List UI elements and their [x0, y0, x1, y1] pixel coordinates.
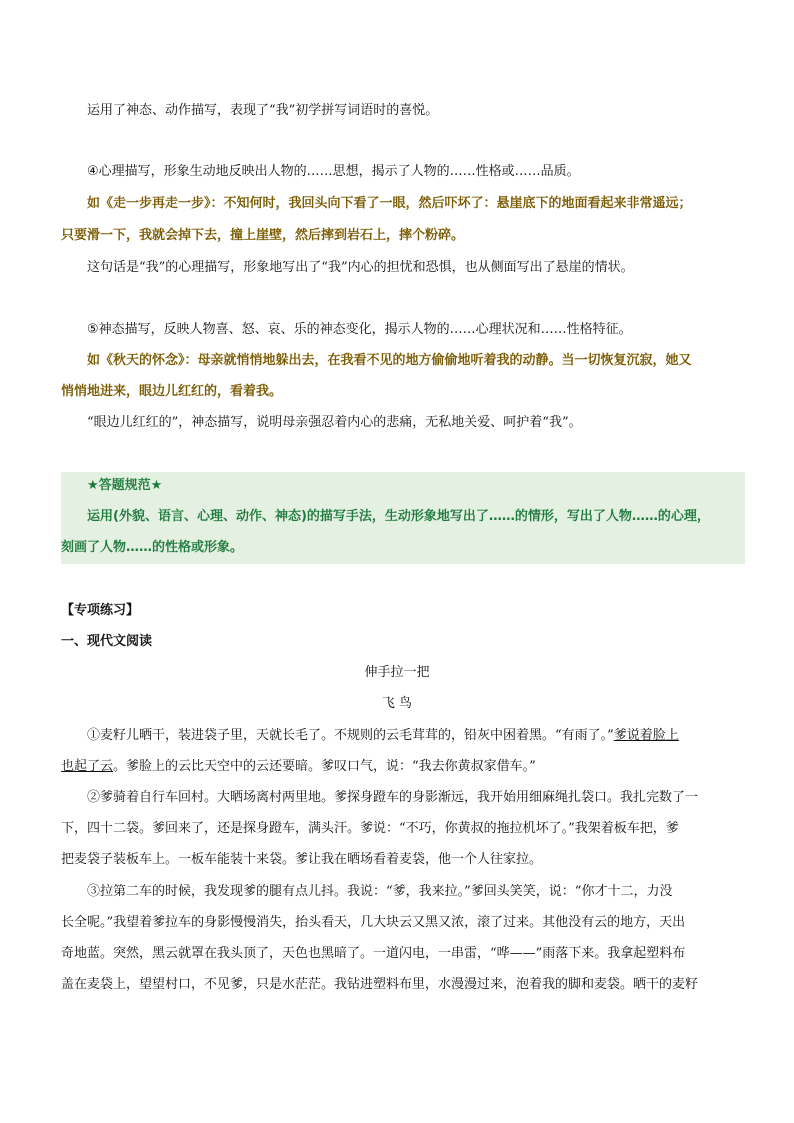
- paragraph-2-line-3: 把麦袋子装板车上。一板车能装十来袋。爹让我在晒场看着麦袋，他一个人往家拉。: [61, 852, 543, 867]
- practice-subheading: 一、现代文阅读: [61, 634, 153, 649]
- story-author: 飞 鸟: [381, 696, 413, 711]
- section-5-example-line-2: 悄悄地进来，眼边儿红红的，看着我。: [61, 384, 283, 399]
- answer-box-title: ★答题规范★: [87, 478, 163, 493]
- paragraph-1-text: ①麦籽儿晒干，装进袋子里，天就长毛了。不规则的云毛茸茸的，铅灰中困着黑。“有雨了。”: [87, 728, 614, 743]
- underlined-text: 爹说着脸上: [613, 728, 679, 743]
- section-4-explanation: 这句话是“我”的心理描写，形象地写出了“我”内心的担忧和恐惧，也从侧面写出了悬崖的情状。: [87, 260, 634, 275]
- answer-box-line-1: 运用(外貌、语言、心理、动作、神态)的描写手法，生动形象地写出了……的情形，写出了人物……的心理，: [87, 509, 710, 524]
- paragraph-3-line-4: 盖在麦袋上，望望村口，不见爹，只是水茫茫。我钻进塑料布里，水漫漫过来，泡着我的脚和麦袋。晒干的麦籽: [61, 977, 699, 992]
- answer-box-line-2: 刻画了人物……的性格或形象。: [61, 540, 244, 555]
- paragraph-2-line-2: 下，四十二袋。爹回来了，还是探身蹬车，满头汗。爹说：“不巧，你黄叔的拖拉机坏了。”我架着板车把，爹: [61, 821, 679, 836]
- practice-heading: 【专项练习】: [61, 603, 140, 618]
- paragraph-1-text: 。爹脸上的云比天空中的云还要暗。爹叹口气，说：“我去你黄叔家借车。”: [113, 759, 536, 774]
- paragraph-1-line-2: [61, 758, 536, 776]
- section-4-example-line-1: 如《走一步再走一步》：不知何时，我回头向下看了一眼，然后吓坏了：悬崖底下的地面看起来非常遥远；: [87, 196, 692, 211]
- section-5-explanation: “眼边儿红红的”，神态描写，说明母亲强忍着内心的悲痛，无私地关爱、呵护着“我”。: [87, 415, 582, 430]
- section-5-heading: ⑤神态描写，反映人物喜、怒、哀、乐的神态变化，揭示人物的……心理状况和……性格特征。: [87, 322, 632, 337]
- section-4-example-line-2: 只要滑一下，我就会掉下去，撞上崖壁，然后摔到岩石上，摔个粉碎。: [61, 228, 465, 243]
- paragraph-3-line-3: 奇地蓝。突然，黑云就罩在我头顶了，天色也黑暗了。一道闪电，一串雷，“哗——”雨落下来。我拿起塑料布: [61, 946, 686, 961]
- paragraph-1-line-1: [87, 727, 679, 745]
- body-text-line: 运用了神态、动作描写，表现了“我”初学拼写词语时的喜悦。: [87, 103, 439, 118]
- paragraph-3-line-1: ③拉第二车的时候，我发现爹的腿有点儿抖。我说：“爹，我来拉。”爹回头笑笑，说：“你才十二，力没: [87, 884, 673, 899]
- story-title: 伸手拉一把: [364, 665, 430, 680]
- paragraph-3-line-2: 长全呢。”我望着爹拉车的身影慢慢消失，抬头看天，几大块云又黑又浓，滚了过来。其他没有云的地方，天出: [61, 915, 686, 930]
- paragraph-2-line-1: ②爹骑着自行车回村。大晒场离村两里地。爹探身蹬车的身影渐远，我开始用细麻绳扎袋口。我扎完数了一: [87, 790, 699, 805]
- section-4-heading: ④心理描写，形象生动地反映出人物的……思想，揭示了人物的……性格或……品质。: [87, 164, 580, 179]
- section-5-example-line-1: 如《秋天的怀念》：母亲就悄悄地躲出去，在我看不见的地方偷偷地听着我的动静。当一切恢复沉寂，她又: [87, 353, 692, 368]
- underlined-text: 也起了云: [61, 759, 114, 774]
